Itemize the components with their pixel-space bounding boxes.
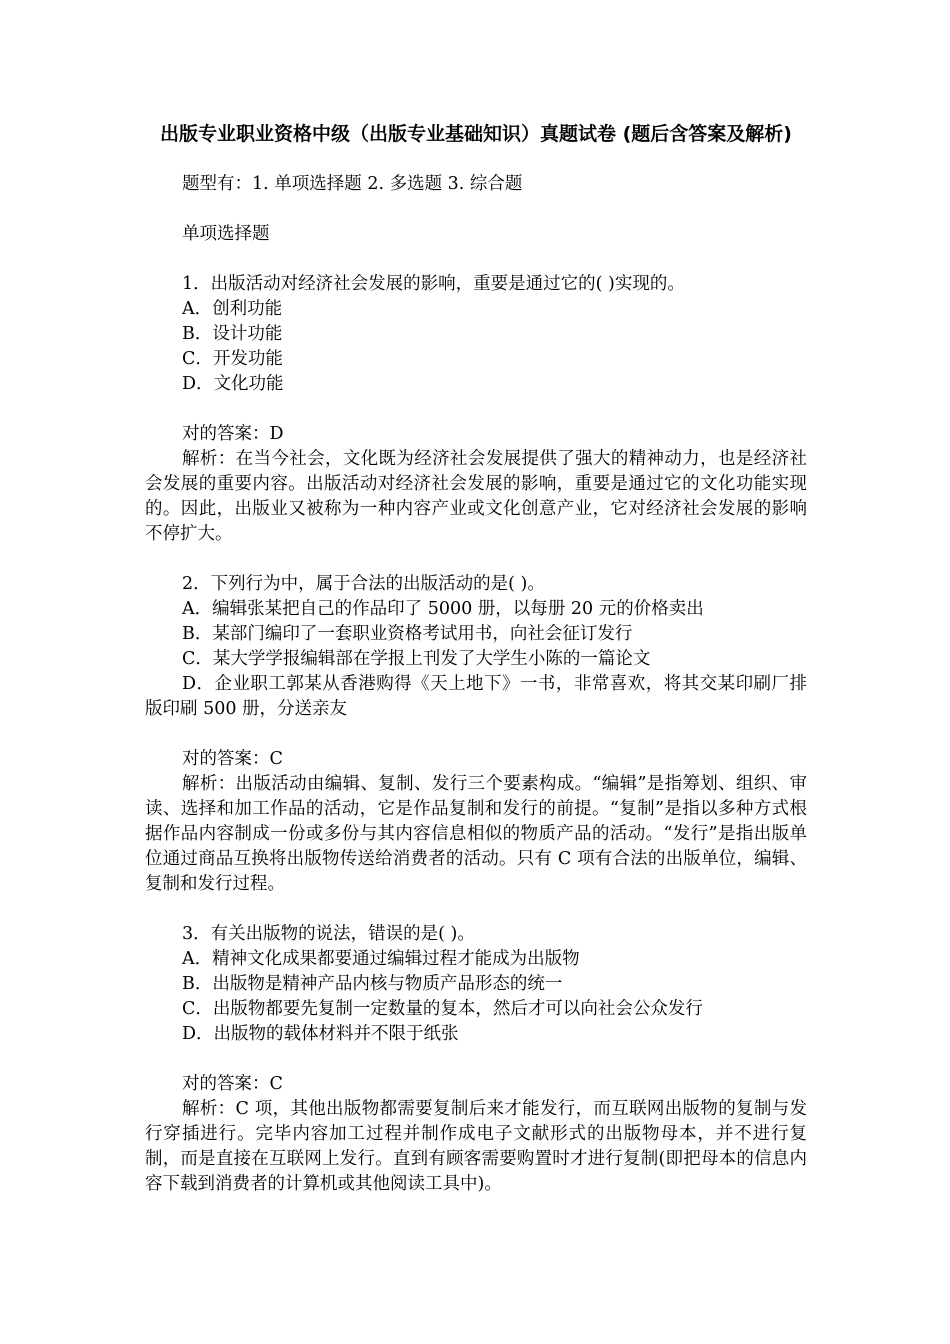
question-block [145,272,807,547]
correct-answer: 对的答案：D [182,424,284,444]
question-block [145,572,807,897]
question-block [145,922,807,1197]
answer-analysis: 解析：在当今社会，文化既为经济社会发展提供了强大的精神动力，也是经济社会发展的重要内容。出版活动对经济社会发展的影响，重要是通过它的文化功能实现的。因此，出版业又被称为一种内容产业或文化创意产业，它对经济社会发展的影响不停扩大。 [145,449,807,544]
correct-answer: 对的答案：C [182,749,283,769]
option-b: B．出版物是精神产品内核与物质产品形态的统一 [182,974,563,994]
section-heading: 单项选择题 [182,224,270,244]
option-b: B．某部门编印了一套职业资格考试用书，向社会征订发行 [182,624,633,644]
correct-answer: 对的答案：C [182,1074,283,1094]
option-d: D．文化功能 [182,374,284,394]
question-types-line: 题型有：1. 单项选择题 2. 多选题 3. 综合题 [182,174,523,194]
question-stem: 2．下列行为中，属于合法的出版活动的是( )。 [182,574,545,594]
document-page [145,120,807,1197]
option-a: A．精神文化成果都要通过编辑过程才能成为出版物 [182,949,580,969]
option-c: C．某大学学报编辑部在学报上刊发了大学生小陈的一篇论文 [182,649,651,669]
option-a: A．创利功能 [182,299,283,319]
option-c: C．出版物都要先复制一定数量的复本，然后才可以向社会公众发行 [182,999,703,1019]
answer-analysis: 解析：出版活动由编辑、复制、发行三个要素构成。“编辑”是指筹划、组织、审读、选择和加工作品的活动，它是作品复制和发行的前提。“复制”是指以多种方式根据作品内容制成一份或多份与其内容信息相似的物质产品的活动。“发行”是指出版单位通过商品互换将出版物传送给消费者的活动。只有 C 项有合法的出版单位，编辑、复制和发行过程。 [145,774,807,894]
option-b: B．设计功能 [182,324,283,344]
option-d: D．出版物的载体材料并不限于纸张 [182,1024,459,1044]
option-a: A．编辑张某把自己的作品印了 5000 册，以每册 20 元的价格卖出 [182,599,704,619]
answer-analysis: 解析：C 项，其他出版物都需要复制后来才能发行，而互联网出版物的复制与发行穿插进行。完毕内容加工过程并制作成电子文献形式的出版物母本，并不进行复制，而是直接在互联网上发行。直到有顾客需要购置时才进行复制(即把母本的信息内容下载到消费者的计算机或其他阅读工具中)。 [145,1099,807,1194]
option-d: D．企业职工郭某从香港购得《天上地下》一书，非常喜欢，将其交某印刷厂排版印刷 500 册，分送亲友 [145,674,807,719]
document-title: 出版专业职业资格中级（出版专业基础知识）真题试卷 (题后含答案及解析) [160,123,792,145]
question-stem: 1．出版活动对经济社会发展的影响，重要是通过它的( )实现的。 [182,274,685,294]
option-c: C．开发功能 [182,349,283,369]
question-stem: 3．有关出版物的说法，错误的是( )。 [182,924,475,944]
